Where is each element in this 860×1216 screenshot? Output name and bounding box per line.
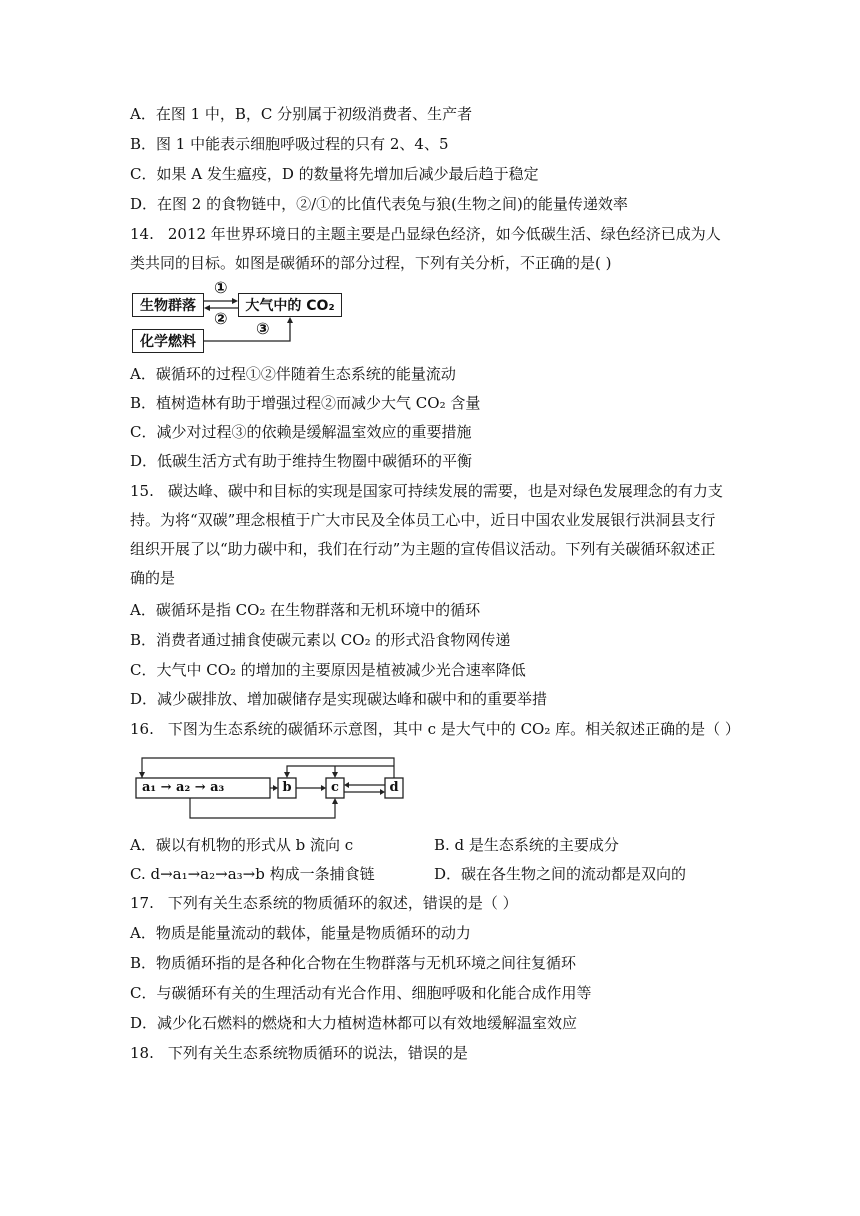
q17-option-b: B．物质循环指的是各种化合物在生物群落与无机环境之间往复循环 [130,954,577,972]
q18-number: 18. [130,1044,154,1062]
q16-carbon-cycle-figure [130,748,410,830]
q14-option-b: B．植树造林有助于增强过程②而减少大气 CO₂ 含量 [130,394,481,412]
q15-option-d: D．减少碳排放、增加碳储存是实现碳达峰和碳中和的重要举措 [130,690,548,708]
q13-option-a: A．在图 1 中，B，C 分别属于初级消费者、生产者 [130,105,473,123]
q17-stem [130,893,518,913]
q13-option-d: D．在图 2 的食物链中，②/①的比值代表兔与狼(生物之间)的能量传递效率 [130,195,628,213]
q15-option-a: A．碳循环是指 CO₂ 在生物群落和无机环境中的循环 [130,601,481,619]
q14-label-1: ① [214,278,228,297]
q18-stem [130,1043,468,1063]
q16-node-b: b [282,780,292,795]
q14-arrows [132,284,342,354]
q15-option-c: C．大气中 CO₂ 的增加的主要原因是植被减少光合速率降低 [130,661,526,679]
q14-option-a: A．碳循环的过程①②伴随着生态系统的能量流动 [130,365,456,383]
q14-number: 14. [130,225,154,243]
q16-option-a: A．碳以有机物的形式从 b 流向 c [130,836,354,854]
q14-stem-text: 2012 年世界环境日的主题主要是凸显绿色经济，如今低碳生活、绿色经济已成为人类共同的目标。如图是碳循环的部分过程，下列有关分析，不正确的是( ) [130,225,721,272]
q14-box-atmosphere-co2: 大气中的 CO₂ [238,293,342,317]
q15-number: 15. [130,482,154,500]
q15-stem [130,477,730,593]
q16-option-b: B. d 是生态系统的主要成分 [434,836,619,854]
q14-label-2: ② [214,309,228,328]
q14-stem [130,220,730,278]
q13-option-b: B．图 1 中能表示细胞呼吸过程的只有 2、4、5 [130,135,449,153]
q16-node-d: d [389,780,399,795]
q14-box-fossil-fuel: 化学燃料 [132,329,204,353]
q17-option-d: D．减少化石燃料的燃烧和大力植树造林都可以有效地缓解温室效应 [130,1014,578,1032]
q15-option-b: B．消费者通过捕食使碳元素以 CO₂ 的形式沿食物网传递 [130,631,511,649]
q15-stem-text: 碳达峰、碳中和目标的实现是国家可持续发展的需要，也是对绿色发展理念的有力支持。为将“双碳”理念根植于广大市民及全体员工心中，近日中国农业发展银行洪洞县支行组织开展了以“助力碳中和，我们在行动”为主题的宣传倡议活动。下列有关碳循环叙述正确的是 [130,482,723,587]
q14-box-community: 生物群落 [132,293,204,317]
q16-stem [130,719,740,739]
q16-option-d: D．碳在各生物之间的流动都是双向的 [434,865,687,883]
q16-chain-label: a₁ → a₂ → a₃ [142,780,225,795]
q16-stem-text: 下图为生态系统的碳循环示意图，其中 c 是大气中的 CO₂ 库。相关叙述正确的是（ ） [167,720,740,738]
q17-number: 17. [130,894,154,912]
q17-option-a: A．物质是能量流动的载体，能量是物质循环的动力 [130,924,471,942]
q13-option-c: C．如果 A 发生瘟疫，D 的数量将先增加后减少最后趋于稳定 [130,165,539,183]
q14-carbon-figure [132,278,342,354]
q18-stem-text: 下列有关生态系统物质循环的说法，错误的是 [167,1044,468,1062]
q14-label-3: ③ [256,319,270,338]
q14-option-c: C．减少对过程③的依赖是缓解温室效应的重要措施 [130,423,472,441]
q16-node-c: c [331,780,339,795]
q17-option-c: C．与碳循环有关的生理活动有光合作用、细胞呼吸和化能合成作用等 [130,984,592,1002]
q16-number: 16. [130,720,154,738]
q16-option-c: C. d→a₁→a₂→a₃→b 构成一条捕食链 [130,865,375,883]
q14-option-d: D．低碳生活方式有助于维持生物圈中碳循环的平衡 [130,452,473,470]
q17-stem-text: 下列有关生态系统的物质循环的叙述，错误的是（ ） [167,894,518,912]
